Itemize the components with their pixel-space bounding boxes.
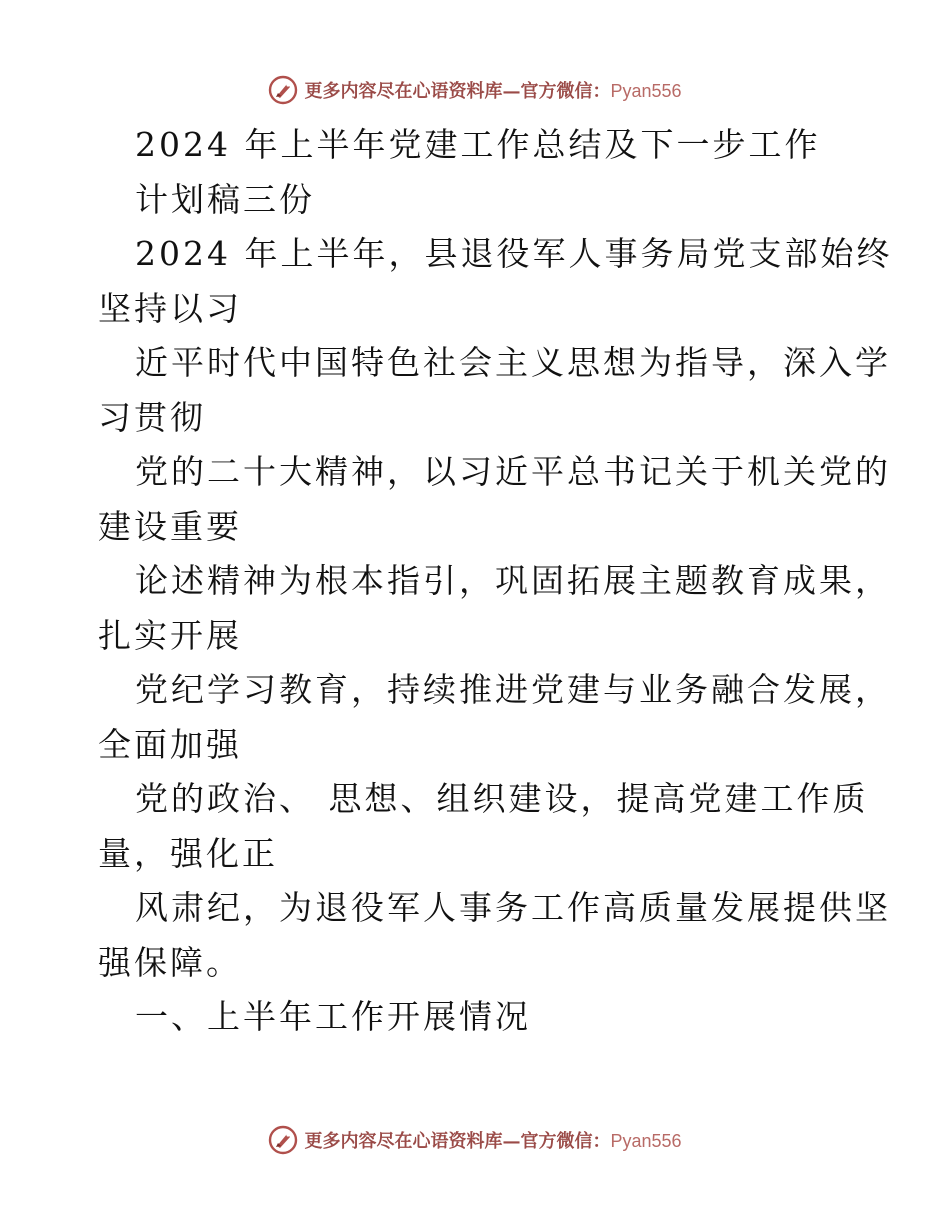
watermark-brand: 更多内容尽在心语资料库 bbox=[304, 81, 503, 102]
document-line: 论述精神为根本指引，巩固拓展主题教育成果， bbox=[135, 561, 891, 600]
document-line: 党纪学习教育，持续推进党建与业务融合发展， bbox=[135, 670, 891, 709]
document-line: 全面加强 bbox=[98, 724, 242, 764]
document-line: 一、上半年工作开展情况 bbox=[135, 997, 531, 1036]
document-line: 强保障。 bbox=[98, 942, 242, 982]
watermark-text bbox=[304, 77, 681, 103]
watermark-official: 官方微信： bbox=[520, 81, 611, 102]
document-line: 扎实开展 bbox=[98, 615, 242, 655]
document-line: 党的二十大精神，以习近平总书记关于机关党的 bbox=[135, 452, 891, 491]
watermark-text bbox=[304, 1127, 681, 1153]
pen-nib-logo-icon bbox=[268, 1125, 298, 1155]
document-line: 量，强化正 bbox=[98, 833, 278, 873]
document-line: 计划稿三份 bbox=[135, 179, 315, 219]
document-line: 坚持以习 bbox=[98, 288, 242, 328]
header-watermark bbox=[0, 72, 950, 108]
document-line: 党的政治、 思想、组织建设，提高党建工作质 bbox=[135, 779, 869, 818]
document-line: 风肃纪，为退役军人事务工作高质量发展提供坚 bbox=[135, 888, 891, 927]
watermark-separator: — bbox=[502, 81, 521, 102]
watermark-wechat-id: Pyan556 bbox=[610, 1131, 682, 1151]
watermark-separator: — bbox=[502, 1131, 521, 1152]
document-line: 2024 年上半年党建工作总结及下一步工作 bbox=[135, 125, 821, 164]
watermark-wechat-id: Pyan556 bbox=[610, 81, 682, 101]
document-line: 习贯彻 bbox=[98, 397, 206, 437]
pen-nib-logo-icon bbox=[268, 75, 298, 105]
document-line: 近平时代中国特色社会主义思想为指导，深入学 bbox=[135, 343, 891, 382]
footer-watermark bbox=[0, 1122, 950, 1158]
watermark-official: 官方微信： bbox=[520, 1131, 611, 1152]
document-line: 建设重要 bbox=[98, 506, 242, 546]
document-line: 2024 年上半年，县退役军人事务局党支部始终 bbox=[135, 234, 893, 273]
watermark-brand: 更多内容尽在心语资料库 bbox=[304, 1131, 503, 1152]
document-body bbox=[98, 118, 893, 1045]
